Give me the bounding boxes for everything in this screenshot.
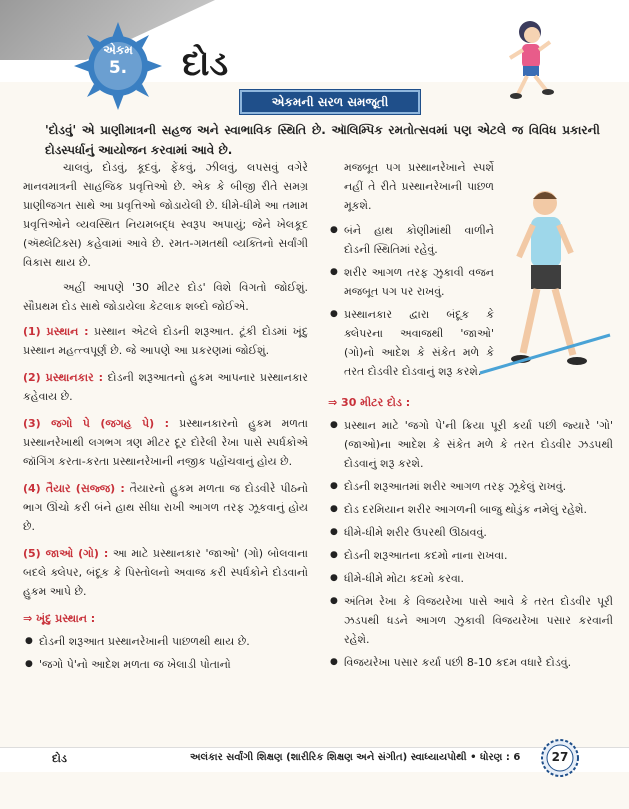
definition-text: આ માટે પ્રસ્થાનકાર 'જાઓ' (ગો) બોલવાના બદલે ક્લેપર, બંદૂક કે પિસ્તોલનો અવાજ કરી સ્પર્ધકોને દોડવાનો હુકમ આપે છે. — [23, 547, 308, 598]
list-item: ● વિજયરેખા પસાર કર્યા પછી 8-10 કદમ વધારે દોડવું. — [328, 653, 613, 672]
definition-text: દોડની શરૂઆતનો હુકમ આપનાર પ્રસ્થાનકાર કહેવાય છે. — [23, 371, 308, 403]
right-continuation: મજબૂત પગ પ્રસ્થાનરેખાને સ્પર્શે નહીં તે રીતે પ્રસ્થાનરેખાની પાછળ મૂકશે. — [344, 161, 494, 212]
list-item: ● પ્રસ્થાન માટે 'જગો પે'ની ક્રિયા પૂરી કર્યા પછી જ્યારે 'ગો' (જાઓ)ના આદેશ કે સંકેત મળે કે તરત દોડવીર ઝડપથી દોડવાનું શરૂ કરશે. — [328, 416, 613, 473]
list-item: ● બંને હાથ કોણીમાંથી વાળીને દોડની સ્થિતિમાં રહેવું. — [328, 221, 494, 259]
definition-term: (1) પ્રસ્થાન : — [23, 325, 89, 338]
khundu-list — [23, 632, 308, 674]
running-girl-illustration — [490, 16, 570, 106]
list-item: ● ધીમે-ધીમે શરીર ઉપરથી ઊઠાવવું. — [328, 523, 613, 542]
intro-paragraph: 'દોડવું' એ પ્રાણીમાત્રની સહજ અને સ્વાભાવિક સ્થિતિ છે. ઑલિમ્પિક રમતોત્સવમાં પણ એટલે જ વિવિધ પ્રકારની દોડસ્પર્ધાનું આયોજન કરવામાં આવે છે. — [45, 123, 600, 157]
left-para-2: અહીં આપણે '30 મીટર દોડ' વિશે વિગતો જોઈશું. સૌપ્રથમ દોડ સાથે જોડાયેલા કેટલાક શબ્દો જોઈએ. — [23, 281, 308, 313]
definition-3 — [23, 414, 308, 471]
left-para-1: ચાલવું, દોડવું, કૂદવું, ફેંકવું, ઝીલવું, લપસવું વગેરે માનવમાત્રની સાહજિક પ્રવૃત્તિઓ છે. એક કે બીજી રીતે સમગ્ર પ્રાણીજગત સાથે આ પ્રવૃત્તિઓ જોડાયેલી છે. ધીમે-ધીમે આ તમામ પ્રવૃત્તિઓને વ્યવસ્થિત નિયમબદ્ધ સ્વરૂપ અપાયું; જેને ખેલકૂદ (ઍથ્લેટિક્સ) કહેવામાં આવે છે. રમત-ગમતથી વ્યક્તિનો સર્વાંગી વિકાસ થાય છે. — [23, 161, 308, 269]
definition-2 — [23, 368, 308, 406]
definition-term: (2) પ્રસ્થાનકાર : — [23, 371, 104, 384]
list-item: ● દોડ દરમિયાન શરીર આગળની બાજુ થોડુંક નમેલું રહેશે. — [328, 500, 613, 519]
list-item: ● દોડની શરૂઆતના કદમો નાના રાખવા. — [328, 546, 613, 565]
definition-term: (5) જાઓ (ગો) : — [23, 547, 109, 560]
standing-start-illustration — [475, 185, 615, 380]
heading-30m: ⇒ 30 મીટર દોડ : — [328, 396, 411, 409]
header-band — [0, 0, 629, 82]
definition-1 — [23, 322, 308, 360]
list-item: ● શરીર આગળ તરફ ઝુકાવી વજન મજબૂત પગ પર રાખવું. — [328, 263, 494, 301]
chapter-title: દોડ — [182, 44, 229, 84]
footer-chapter: દોડ — [52, 752, 67, 765]
list-item: ● 'જગો પે'નો આદેશ મળતા જ ખેલાડી પોતાનો — [23, 655, 308, 674]
definition-5 — [23, 544, 308, 601]
khundu-heading: ⇒ ખૂંદુ પ્રસ્થાન : — [23, 612, 96, 625]
section-banner: એકમની સરળ સમજૂતી — [240, 90, 420, 114]
definition-text: પ્રસ્થાનકારનો હુકમ મળતા પ્રસ્થાનરેખાથી લગભગ ત્રણ મીટર દૂર દોરેલી રેખા પાસે સ્પર્ધકોએ જૉગિંગ કરતા-કરતા પ્રસ્થાનરેખાની નજીક પહોંચવાનું હોય છે. — [23, 417, 309, 468]
30m-list — [328, 416, 613, 672]
footer-book-title: અલંકાર સર્વાંગી શિક્ષણ (શારીરિક શિક્ષણ અને સંગીત) સ્વાધ્યાયપોથી • ધોરણ : 6 — [190, 752, 521, 763]
left-column — [23, 158, 308, 678]
list-item: ● દોડની શરૂઆતમાં શરીર આગળ તરફ ઝૂકેલું રાખવું. — [328, 477, 613, 496]
definition-term: (3) જગો પે (જગહ પે) : — [23, 417, 170, 430]
definition-text: તૈયારનો હુકમ મળતા જ દોડવીરે પીઠનો ભાગ ઊંચો કરી બંને હાથ સીધા રાખી આગળ તરફ ઝૂકવાનું હોય છે. — [23, 482, 308, 533]
page-number: 27 — [551, 750, 569, 764]
list-item: ● પ્રસ્થાનકાર દ્વારા બંદૂક કે ક્લેપરના અવાજથી 'જાઓ' (ગો)નો આદેશ કે સંકેત મળે કે તરત દોડવીર દોડવાનું શરૂ કરશે. — [328, 305, 494, 381]
definition-4 — [23, 479, 308, 536]
definition-text: પ્રસ્થાન એટલે દોડની શરૂઆત. ટૂંકી દોડમાં ખૂંદુ પ્રસ્થાન મહત્ત્વપૂર્ણ છે. જે આપણે આ પ્રકરણમાં જોઈશું. — [23, 325, 308, 357]
unit-label: એકમ — [103, 43, 133, 57]
unit-number: 5. — [108, 58, 128, 78]
definition-term: (4) તૈયાર (સજ્જ) : — [23, 482, 125, 495]
list-item: ● અંતિમ રેખા કે વિજયરેખા પાસે આવે કે તરત દોડવીર પૂરી ઝડપથી ધડને આગળ ઝુકાવી વિજયરેખા પસાર કરવાની રહેશે. — [328, 592, 613, 649]
list-item: ● દોડની શરૂઆત પ્રસ્થાનરેખાની પાછળથી થાય છે. — [23, 632, 308, 651]
page-footer — [0, 747, 629, 772]
list-item: ● ધીમે-ધીમે મોટા કદમો કરવા. — [328, 569, 613, 588]
